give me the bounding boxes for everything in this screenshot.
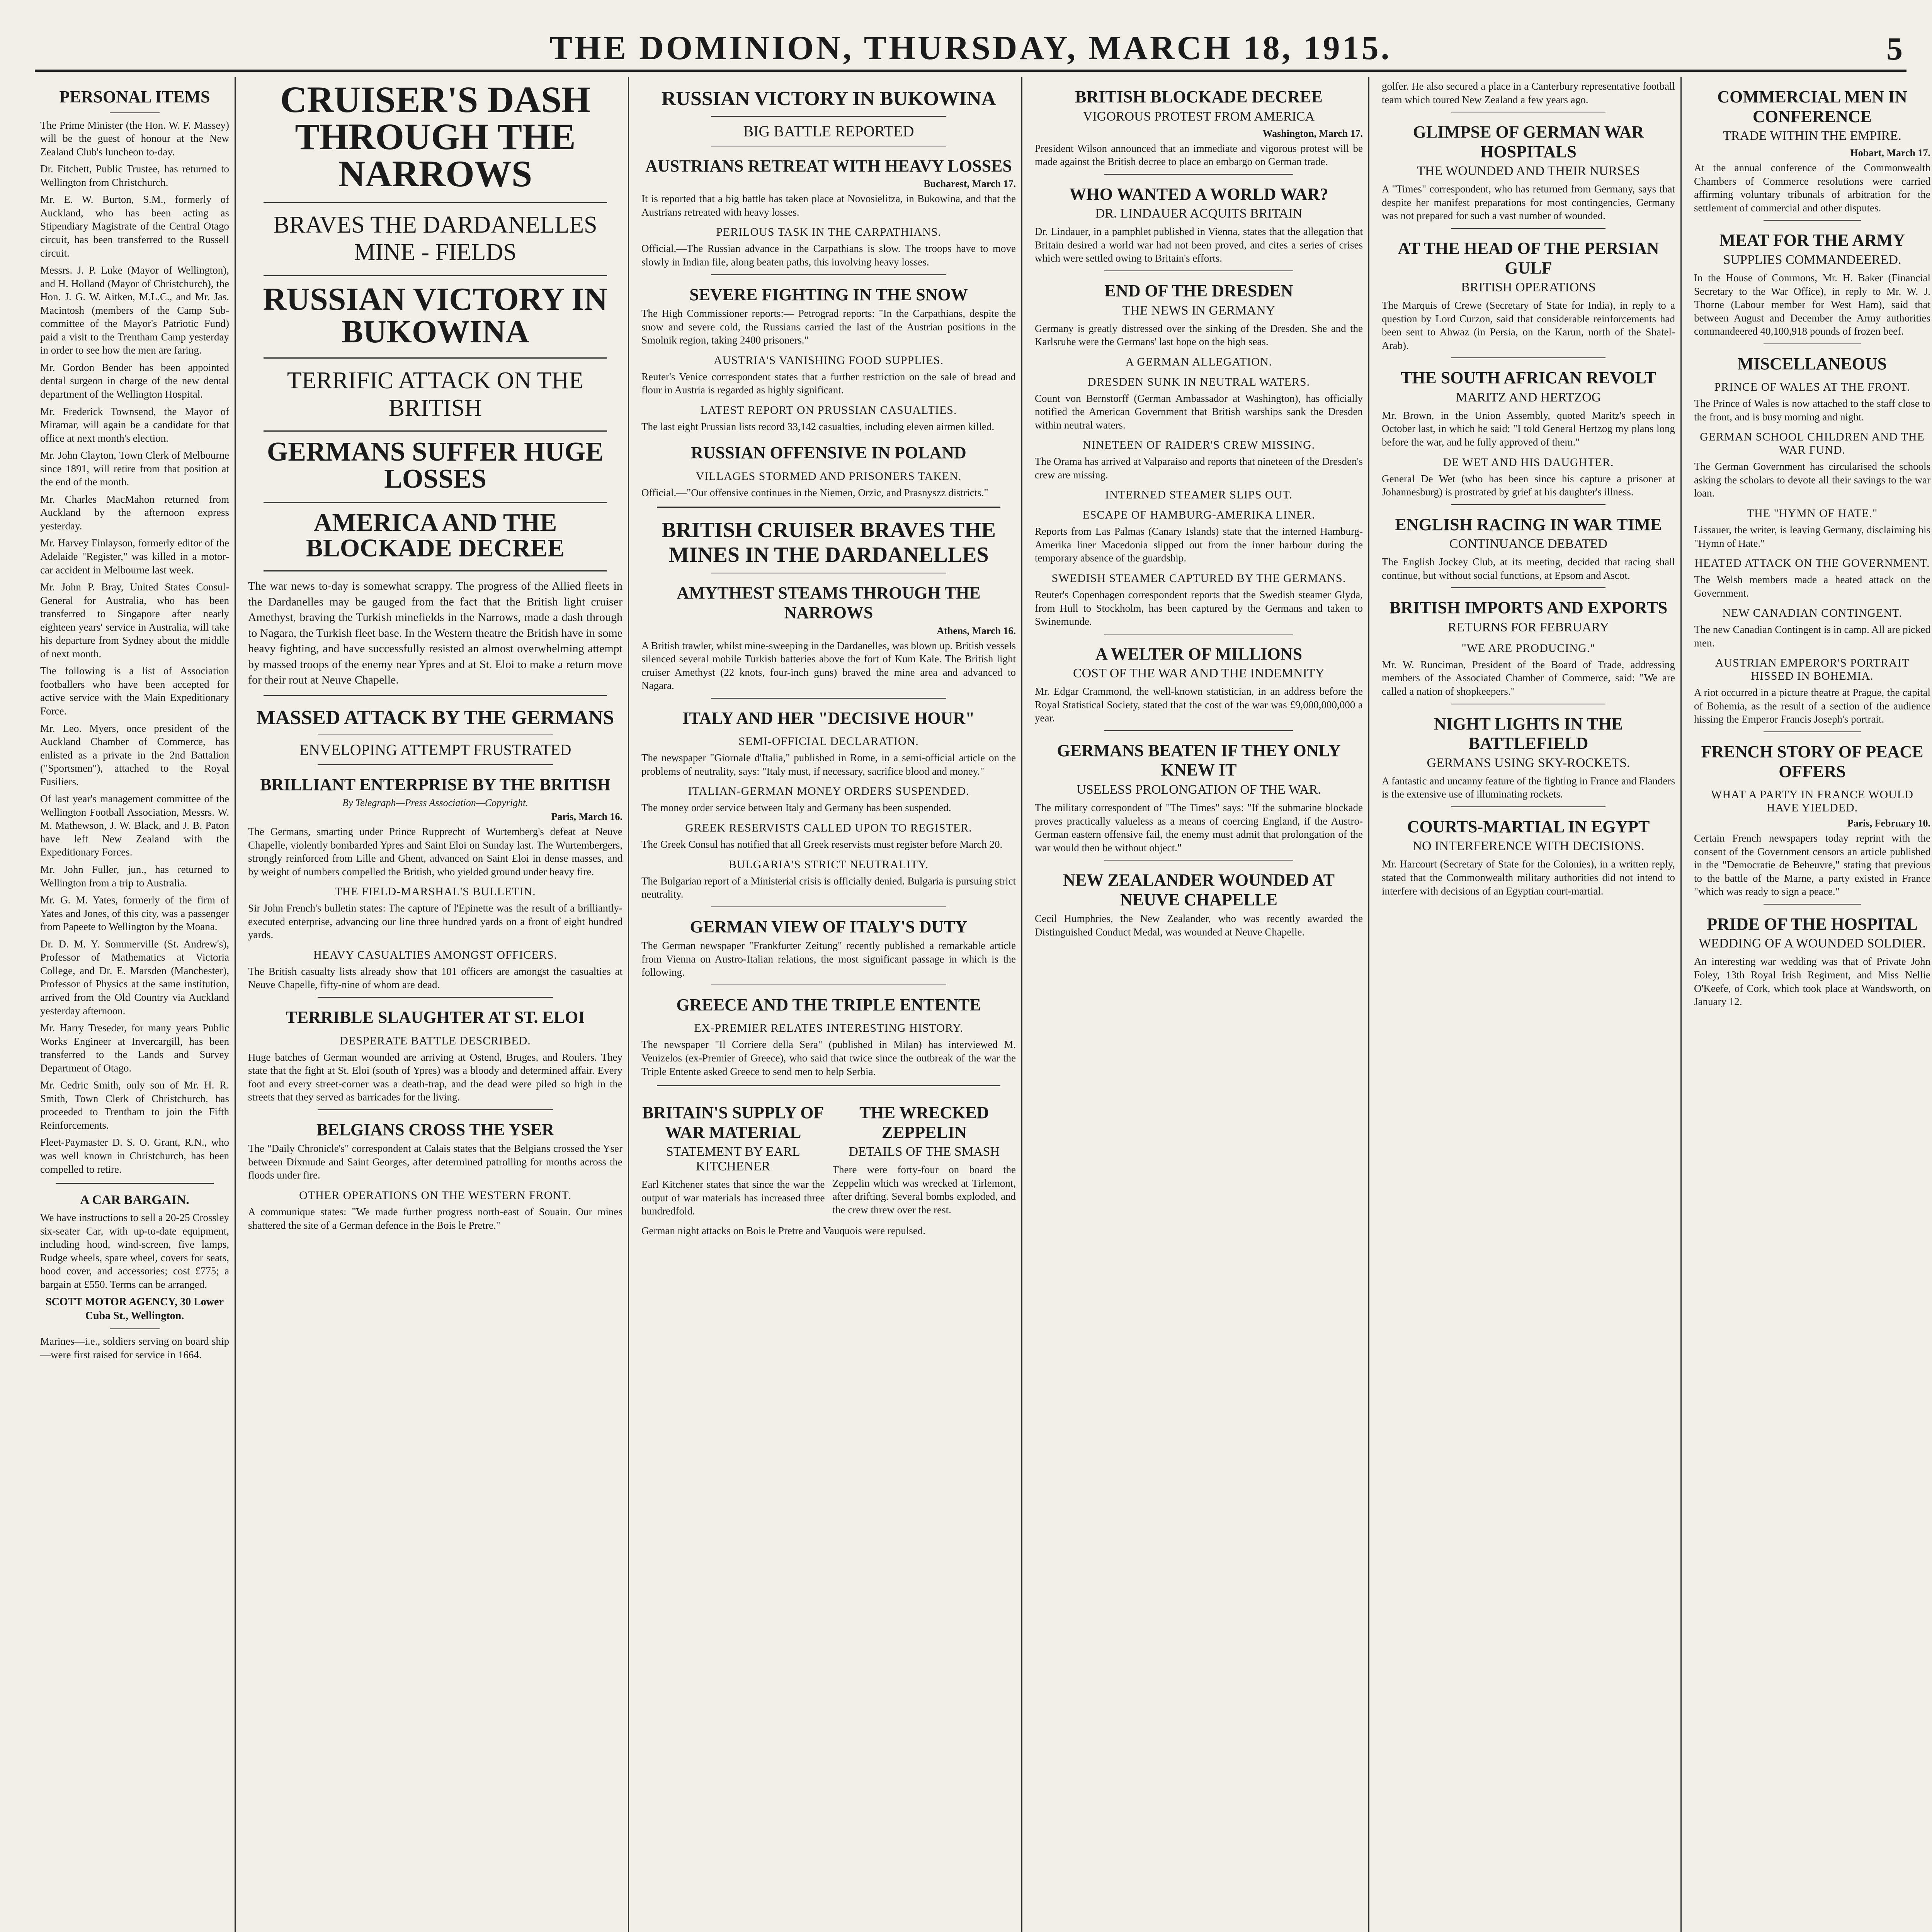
section-heading: INTERNED STEAMER SLIPS OUT. <box>1105 488 1293 502</box>
section-heading: SWEDISH STEAMER CAPTURED BY THE GERMANS. <box>1051 571 1346 585</box>
divider <box>657 507 1000 508</box>
article-text: Reuter's Venice correspondent states that a further restriction on the sale of bread and flour in Austria is regarded as highly significant. <box>641 371 1016 396</box>
article-text: Lissauer, the writer, is leaving Germany, disclaiming his "Hymn of Hate." <box>1694 524 1930 549</box>
section-heading: DRESDEN SUNK IN NEUTRAL WATERS. <box>1087 375 1310 388</box>
headline-beaten: GERMANS BEATEN IF THEY ONLY KNEW IT <box>1057 741 1341 780</box>
divider <box>264 275 607 276</box>
personal-items-heading: PERSONAL ITEMS <box>59 87 210 106</box>
section-heading: NEW CANADIAN CONTINGENT. <box>1722 607 1902 620</box>
subhead-cost: COST OF THE WAR AND THE INDEMNITY <box>1073 666 1325 681</box>
subhead-lindauer: DR. LINDAUER ACQUITS BRITAIN <box>1095 206 1303 221</box>
personal-item: Mr. John Clayton, Town Clerk of Melbourne since 1891, will retire from that position at the end of the month. <box>40 449 229 488</box>
divider <box>1104 270 1293 271</box>
subhead-attack: TERRIFIC ATTACK ON THE BRITISH <box>287 367 584 421</box>
subhead-maritz: MARITZ AND HERTZOG <box>1456 390 1601 405</box>
personal-item: Dr. Fitchett, Public Trustee, has returned to Wellington from Christchurch. <box>40 163 229 188</box>
subhead-operations: BRITISH OPERATIONS <box>1461 280 1596 295</box>
article-text: Earl Kitchener states that since the war the output of war materials has increased three hundredfold. <box>641 1179 825 1217</box>
personal-item: Mr. Harvey Finlayson, formerly editor of the Adelaide "Register," was killed in a motor-car accident in Melbourne last week. <box>40 537 229 576</box>
headline-sa-revolt: THE SOUTH AFRICAN REVOLT <box>1400 368 1656 388</box>
subhead-enveloping: ENVELOPING ATTEMPT FRUSTRATED <box>299 741 571 759</box>
subhead-big-battle: BIG BATTLE REPORTED <box>743 122 914 140</box>
divider <box>1104 174 1293 175</box>
section-heading: OTHER OPERATIONS ON THE WESTERN FRONT. <box>299 1189 571 1202</box>
headline-imports: BRITISH IMPORTS AND EXPORTS <box>1389 598 1668 617</box>
headline-world-war: WHO WANTED A WORLD WAR? <box>1069 184 1328 204</box>
headline-cruiser-mines: BRITISH CRUISER BRAVES THE MINES IN THE DARDANELLES <box>662 518 996 567</box>
ad-text: We have instructions to sell a 20-25 Crossley six-seater Car, with up-to-date equipment, including hood, wind-screen, five lamps, Rudge wheels, spare wheel, covers for seats, hood cover, and accessories; cost £775; a bargain at £550. Terms can be arranged. <box>40 1212 229 1290</box>
article-text: The "Daily Chronicle's" correspondent at Calais states that the Belgians crossed the Yser between Dixmude and Saint Georges, after determined patrolling for months across the floods under fire. <box>248 1143 622 1181</box>
personal-item: The following is a list of Association footballers who have been accepted for active service with the Main Expeditionary Force. <box>40 665 229 717</box>
personal-item: Mr. Leo. Myers, once president of the Auckland Chamber of Commerce, has enlisted as a private in the 2nd Battalion ("Sportsmen"), attached to the Royal Fusiliers. <box>40 722 229 787</box>
headline-meat: MEAT FOR THE ARMY <box>1719 231 1905 250</box>
column-commercial <box>1689 77 1932 1932</box>
headline-racing: ENGLISH RACING IN WAR TIME <box>1395 515 1662 534</box>
article-text: An interesting war wedding was that of Private John Foley, 13th Royal Irish Regiment, and Miss Nellie O'Keefe, of Cork, which took place at Wandsworth, on January 12. <box>1694 956 1930 1008</box>
section-heading: EX-PREMIER RELATES INTERESTING HISTORY. <box>694 1022 963 1035</box>
subhead-news-germany: THE NEWS IN GERMANY <box>1122 303 1276 318</box>
masthead <box>35 27 1906 72</box>
section-heading: SEMI-OFFICIAL DECLARATION. <box>738 735 919 748</box>
section-heading: THE "HYMN OF HATE." <box>1747 507 1878 520</box>
headline-millions: A WELTER OF MILLIONS <box>1095 644 1303 663</box>
article-text: The new Canadian Contingent is in camp. All are picked men. <box>1694 624 1930 649</box>
supply-article <box>641 1093 825 1222</box>
masthead-title: THE DOMINION, THURSDAY, MARCH 18, 1915. <box>549 29 1392 67</box>
article-text: A fantastic and uncanny feature of the fighting in France and Flanders is the extensive use of illuminating rockets. <box>1382 775 1675 800</box>
column-war-summary <box>243 77 629 1932</box>
personal-item: Mr. G. M. Yates, formerly of the firm of Yates and Jones, of this city, was a passenger from Papeete to Wellington by the Moana. <box>40 894 229 933</box>
headline-severe-fighting: SEVERE FIGHTING IN THE SNOW <box>689 285 968 304</box>
section-heading: THE FIELD-MARSHAL'S BULLETIN. <box>335 885 536 898</box>
headline-dresden: END OF THE DRESDEN <box>1104 281 1293 300</box>
headline-greece: GREECE AND THE TRIPLE ENTENTE <box>676 995 981 1014</box>
section-heading: AUSTRIAN EMPEROR'S PORTRAIT HISSED IN BOHEMIA. <box>1715 656 1910 683</box>
personal-item: Mr. Gordon Bender has been appointed dental surgeon in charge of the new dental department of the Wellington Hospital. <box>40 361 229 400</box>
personal-item: Of last year's management committee of the Wellington Football Association, Messrs. W. M. Mathewson, J. W. Black, and J. B. Paton have left New Zealand with the Expeditionary Forces. <box>40 793 229 858</box>
headline-russian-victory: RUSSIAN VICTORY IN BUKOWINA <box>661 88 996 110</box>
article-text: Cecil Humphries, the New Zealander, who was recently awarded the Distinguished Conduct Medal, was wounded at Neuve Chapelle. <box>1035 913 1363 938</box>
headline-blockade-decree: BRITISH BLOCKADE DECREE <box>1075 87 1323 106</box>
subhead-kitchener: STATEMENT BY EARL KITCHENER <box>666 1145 800 1174</box>
ad-title: A CAR BARGAIN. <box>80 1193 189 1208</box>
headline-slaughter: TERRIBLE SLAUGHTER AT ST. ELOI <box>286 1008 585 1027</box>
subhead-wedding: WEDDING OF A WOUNDED SOLDIER. <box>1699 936 1926 951</box>
article-text: golfer. He also secured a place in a Canterbury representative football team which toured New Zealand a few years ago. <box>1382 80 1675 105</box>
article-text: The German Government has circularised the schools asking the scholars to devote all their savings to the war loan. <box>1694 461 1930 499</box>
divider <box>264 202 607 203</box>
personal-items-list <box>40 119 229 1176</box>
subhead-useless: USELESS PROLONGATION OF THE WAR. <box>1077 782 1321 797</box>
column-personal <box>35 77 236 1932</box>
divider <box>264 570 607 571</box>
car-advertisement <box>40 1192 229 1323</box>
article-text: Huge batches of German wounded are arriving at Ostend, Bruges, and Roulers. They state that the fight at St. Eloi (south of Ypres) was a bloody and determined affair. Every foot and every street-corner was a death-trap, and the dead were piled so high in the streets that they served as barricades for the living. <box>248 1051 622 1103</box>
zeppelin-article <box>833 1093 1016 1222</box>
headline-poland: RUSSIAN OFFENSIVE IN POLAND <box>691 443 966 463</box>
subhead-austrians: AUSTRIANS RETREAT WITH HEAVY LOSSES <box>645 156 1012 175</box>
personal-item: Messrs. J. P. Luke (Mayor of Wellington), and H. Holland (Mayor of Christchurch), the Hon. J. G. W. Aitken, M.L.C., and Mr. Jas. Macintosh (members of the Camp Sub-committee of the Mayor's Patriotic Fund) paid a visit to the Trentham Camp yesterday in order to see how the men are faring. <box>40 264 229 356</box>
article-text: General De Wet (who has been since his capture a prisoner at Johannesburg) is prostrated by grief at his daughter's illness. <box>1382 473 1675 498</box>
byline: By Telegraph—Press Association—Copyright. <box>342 797 528 809</box>
divider <box>711 116 946 117</box>
article-text: A communique states: "We made further progress north-east of Souain. Our mines shattered the site of a German defence in the Bois le Pretre." <box>248 1206 622 1231</box>
article-text: In the House of Commons, Mr. H. Baker (Financial Secretary to the War Office), in reply to Mr. W. J. Thorne (Labour member for West Ham), said that between August and December the Army authorities commandeered 40,100,918 pounds of frozen beef. <box>1694 272 1930 337</box>
divider <box>318 764 553 765</box>
section-heading: NINETEEN OF RAIDER'S CREW MISSING. <box>1082 439 1315 452</box>
article-text: The Germans, smarting under Prince Rupprecht of Wurtemberg's defeat at Neuve Chapelle, violently bombarded Ypres and Saint Eloi on Sunday last. The Wurtembergers, strongly reinforced from Lille and Ghent, advanced on Saint Eloi in dense masses, and by weight of numbers compelled the British, who yielded ground under heavy fire. <box>248 826 622 878</box>
dateline: Paris, February 10. <box>1847 818 1930 829</box>
article-text: The money order service between Italy and Germany has been suspended. <box>641 802 951 814</box>
subhead-returns: RETURNS FOR FEBRUARY <box>1447 620 1609 634</box>
headline-pride-hospital: PRIDE OF THE HOSPITAL <box>1707 914 1918 934</box>
divider <box>110 1328 160 1329</box>
column-blockade <box>1029 77 1369 1932</box>
dateline: Washington, March 17. <box>1262 128 1363 139</box>
divider <box>711 274 946 275</box>
article-text: Official.—"Our offensive continues in the Niemen, Orzic, and Prasnyszz districts." <box>641 487 988 499</box>
divider <box>1104 730 1293 731</box>
headline-italy: ITALY AND HER "DECISIVE HOUR" <box>682 708 975 728</box>
personal-item: Mr. Frederick Townsend, the Mayor of Miramar, will again be a candidate for that office at next month's election. <box>40 405 229 444</box>
subhead-dardanelles: BRAVES THE DARDANELLES MINE - FIELDS <box>273 212 597 266</box>
article-text: Count von Bernstorff (German Ambassador at Washington), has officially notified the American Government that British warships sank the Dresden within neutral waters. <box>1035 392 1363 431</box>
headline-persian-gulf: AT THE HEAD OF THE PERSIAN GULF <box>1398 238 1659 277</box>
article-text: President Wilson announced that an immediate and vigorous protest will be made against the British decree to place an embargo on German trade. <box>1035 142 1363 168</box>
personal-item: Mr. Harry Treseder, for many years Public Works Engineer at Invercargill, has been transferred to the Lands and Survey Department of Otago. <box>40 1022 229 1074</box>
article-text: A British trawler, whilst mine-sweeping in the Dardanelles, was blown up. British vessels silenced several mobile Turkish batteries above the fort of Kum Kale. The British light cruiser Amethyst (22 knots, four-inch guns) braved the mine area and advanced to Nagara. <box>641 639 1016 692</box>
dateline: Paris, March 16. <box>551 811 622 823</box>
article-text: A "Times" correspondent, who has returned from Germany, says that despite her manifest preparations for most contingencies, Germany was not prepared for such a vast number of wounded. <box>1382 183 1675 222</box>
section-heading: HEATED ATTACK ON THE GOVERNMENT. <box>1694 557 1930 570</box>
divider <box>264 357 607 359</box>
divider <box>657 1085 1000 1086</box>
divider <box>318 1109 553 1110</box>
section-heading: WHAT A PARTY IN FRANCE WOULD HAVE YIELDED. <box>1711 788 1913 815</box>
section-heading: LATEST REPORT ON PRUSSIAN CASUALTIES. <box>700 403 957 417</box>
subhead-commandeered: SUPPLIES COMMANDEERED. <box>1723 252 1901 267</box>
article-text: The military correspondent of "The Times" says: "If the submarine blockade proves practically valueless as a means of coercing England, if the Austro-German eastern offensive fail, the enemy must admit that prolongation of the war would then be without object." <box>1035 802 1363 854</box>
article-text: Sir John French's bulletin states: The capture of l'Epinette was the result of a brilliantly-executed enterprise, advancing our line three hundred yards on a front of eight hundred yards. <box>248 902 622 941</box>
article-text: There were forty-four on board the Zeppelin which was wrecked at Tirlemont, after drifting. Several bombs exploded, and the crew threw over the rest. <box>832 1164 1016 1216</box>
personal-item: Mr. Charles MacMahon returned from Auckland by the afternoon express yesterday. <box>40 493 229 532</box>
article-text: The Marquis of Crewe (Secretary of State for India), in reply to a question by Lord Curzon, said that considerable reinforcements had been sent to Ahwaz (in Persia, on the Karun, north of the Shatel-Arab). <box>1382 299 1675 351</box>
subhead-debated: CONTINUANCE DEBATED <box>1449 537 1607 551</box>
headline-cruiser: CRUISER'S DASH THROUGH THE NARROWS <box>280 79 590 194</box>
personal-item: The Prime Minister (the Hon. W. F. Massey) will be the guest of honour at the New Zealand Club's luncheon to-day. <box>40 119 229 158</box>
divider <box>56 1183 214 1184</box>
article-text: It is reported that a big battle has taken place at Novosielitza, in Bukowina, and that the Austrians retreated with heavy losses. <box>641 193 1016 218</box>
article-text: Reports from Las Palmas (Canary Islands) state that the interned Hamburg-Amerika liner Macedonia slipped out from the inner harbour during the temporary absence of the guardship. <box>1035 526 1363 564</box>
article-text: The Greek Consul has notified that all Greek reservists must register before March 20. <box>641 838 1003 850</box>
divider <box>1104 860 1293 861</box>
headline-losses: GERMANS SUFFER HUGE LOSSES <box>267 437 604 494</box>
divider <box>1764 731 1861 732</box>
headline-courts-martial: COURTS-MARTIAL IN EGYPT <box>1407 817 1650 836</box>
subhead-brilliant: BRILLIANT ENTERPRISE BY THE BRITISH <box>260 775 611 794</box>
section-heading: DE WET AND HIS DAUGHTER. <box>1443 456 1614 469</box>
article-text: The English Jockey Club, at its meeting, decided that racing shall continue, but without social functions, at Epsom and Ascot. <box>1382 556 1675 581</box>
divider <box>110 112 160 113</box>
dateline: Bucharest, March 17. <box>923 178 1016 190</box>
dateline: Athens, March 16. <box>937 625 1016 636</box>
divider <box>1764 904 1861 905</box>
section-heading: VILLAGES STORMED AND PRISONERS TAKEN. <box>696 470 962 483</box>
article-text: Mr. W. Runciman, President of the Board of Trade, addressing members of the Associated Chamber of Commerce, said: "We are called a nation of shopkeepers." <box>1382 658 1675 697</box>
subhead-amethyst: AMYTHEST STEAMS THROUGH THE NARROWS <box>677 583 981 622</box>
personal-item: Dr. D. M. Y. Sommerville (St. Andrew's), Professor of Mathematics at Victoria College, and Dr. E. Marsden (Manchester), Professor of Physics at the same institution, arrived from the Old Country via Auckland yesterday afternoon. <box>40 938 229 1017</box>
personal-item: Mr. John Fuller, jun., has returned to Wellington from a trip to Australia. <box>40 864 229 889</box>
subhead-smash: DETAILS OF THE SMASH <box>849 1145 1000 1159</box>
article-text: Official.—The Russian advance in the Carpathians is slow. The troops have to move slowly in Indian file, along beaten paths, this involving heavy losses. <box>641 243 1016 268</box>
columns <box>35 77 1930 1932</box>
article-text: The High Commissioner reports:— Petrograd reports: "In the Carpathians, despite the snow and severe cold, the Russians carried the last of the Austrian positions in the Smolnik region, taking 2400 prisoners." <box>641 308 1016 346</box>
section-heading: BULGARIA'S STRICT NEUTRALITY. <box>728 858 929 871</box>
headline-hospitals: GLIMPSE OF GERMAN WAR HOSPITALS <box>1413 122 1644 161</box>
subhead-trade: TRADE WITHIN THE EMPIRE. <box>1723 129 1901 143</box>
article-text: The Welsh members made a heated attack on the Government. <box>1694 574 1930 599</box>
section-heading: "WE ARE PRODUCING." <box>1461 641 1595 655</box>
headline-yser: BELGIANS CROSS THE YSER <box>316 1120 554 1139</box>
divider <box>711 698 946 699</box>
divider <box>264 430 607 432</box>
article-text: The German newspaper "Frankfurter Zeitung" recently published a remarkable article from Vienna on Austro-Italian relations, the most significant passage in which is the following. <box>641 940 1016 978</box>
headline-nz-wounded: NEW ZEALANDER WOUNDED AT NEUVE CHAPELLE <box>1063 871 1335 909</box>
divider <box>1451 587 1605 588</box>
section-heading: HEAVY CASUALTIES AMONGST OFFICERS. <box>313 948 557 961</box>
article-text: The Bulgarian report of a Ministerial crisis is officially denied. Bulgaria is pursuing strict neutrality. <box>641 875 1016 900</box>
headline-commercial: COMMERCIAL MEN IN CONFERENCE <box>1717 87 1907 126</box>
divider <box>1451 806 1605 807</box>
ad-seller: SCOTT MOTOR AGENCY, 30 Lower Cuba St., Wellington. <box>46 1296 224 1322</box>
article-text: The newspaper "Giornale d'Italia," published in Rome, in a semi-official article on the problems of neutrality, says: "Italy must, if necessary, sacrifice blood and money." <box>641 752 1016 777</box>
article-text: Certain French newspapers today reprint with the consent of the Government censors an article published in the "Democratie de Beheuvre," stating that previous to the battle of the Marne, a party existed in France "which was ready to sign a peace." <box>1694 832 1930 898</box>
section-heading: GERMAN SCHOOL CHILDREN AND THE WAR FUND. <box>1700 430 1925 457</box>
subhead-protest: VIGOROUS PROTEST FROM AMERICA <box>1083 109 1315 124</box>
column-eastern-front <box>636 77 1022 1932</box>
article-text: The British casualty lists already show that 101 officers are amongst the casualties at Neuve Chapelle, fifty-nine of whom are dead. <box>248 965 622 991</box>
article-text: At the annual conference of the Commonwealth Chambers of Commerce resolutions were carried affirming voluntary tribunals of arbitration for the settlement of commercial and other disputes. <box>1694 162 1930 214</box>
article-text: Mr. Edgar Crammond, the well-known statistician, in an address before the Royal Statistical Society, stated that the cost of the war was £9,000,000,000 a year. <box>1035 685 1363 724</box>
footer-note: Marines—i.e., soldiers serving on board ship—were first raised for service in 1664. <box>40 1335 229 1361</box>
article-text: Mr. Harcourt (Secretary of State for the Colonies), in a written reply, stated that the Commonwealth military authorities did not intend to interfere with decisions of an Egyptian court-martial. <box>1382 858 1675 897</box>
bottom-pair <box>641 1093 1016 1222</box>
article-text: Dr. Lindauer, in a pamphlet published in Vienna, states that the allegation that Britain desired a world war had not been proved, and cites a series of crises which were settled owing to Britain's efforts. <box>1035 226 1363 264</box>
headline-supply: BRITAIN'S SUPPLY OF WAR MATERIAL <box>642 1103 824 1142</box>
article-text: Reuter's Copenhagen correspondent reports that the Swedish steamer Glyda, from Hull to Stockholm, has been captured by the Germans and taken to Swinemunde. <box>1035 588 1363 628</box>
headline-bukowina: RUSSIAN VICTORY IN BUKOWINA <box>263 281 608 350</box>
divider <box>1451 504 1605 505</box>
section-heading: ITALIAN-GERMAN MONEY ORDERS SUSPENDED. <box>688 785 969 798</box>
section-heading: PRINCE OF WALES AT THE FRONT. <box>1714 381 1910 394</box>
section-heading: GREEK RESERVISTS CALLED UPON TO REGISTER. <box>685 821 972 834</box>
page-number: 5 <box>1886 31 1903 67</box>
divider <box>318 997 553 998</box>
headline-zeppelin: THE WRECKED ZEPPELIN <box>859 1103 989 1142</box>
divider <box>711 906 946 907</box>
headline-peace-offers: FRENCH STORY OF PEACE OFFERS <box>1701 742 1923 781</box>
headline-massed-attack: MASSED ATTACK BY THE GERMANS <box>256 706 614 729</box>
subhead-nurses: THE WOUNDED AND THEIR NURSES <box>1417 164 1640 179</box>
subhead-sky-rockets: GERMANS USING SKY-ROCKETS. <box>1427 755 1630 770</box>
divider <box>264 695 607 696</box>
lead-article: The war news to-day is somewhat scrappy. The progress of the Allied fleets in the Dardanelles may be gauged from the fact that the British light cruiser Amethyst, braving the Turkish minefields in the Narrows, made a dash through to Nagara, the Turkish fleet base. In the Western theatre the British have in some heavy fighting, and have successfully resisted an almost overwhelming attempt by massed troops of the enemy near Ypres and at St. Eloi to make a return move for their rout at Neuve Chapelle. <box>248 580 622 687</box>
article-text: Mr. Brown, in the Union Assembly, quoted Maritz's speech in October last, in which he said: "I told General Hertzog my plans long before the war, and he fully approved of them." <box>1382 409 1675 448</box>
divider <box>1451 357 1605 358</box>
section-heading: A GERMAN ALLEGATION. <box>1125 355 1272 368</box>
personal-item: Mr. E. W. Burton, S.M., formerly of Auckland, who has been acting as Stipendiary Magistrate of the Central Otago circuit, has been transferred to the Russell circuit. <box>40 194 229 259</box>
article-text: The newspaper "Il Corriere della Sera" (published in Milan) has interviewed M. Venizelos (ex-Premier of Greece), who said that twice since the outbreak of the war the Triple Entente asked Greece to send men to help Serbia. <box>641 1039 1016 1077</box>
divider <box>264 502 607 503</box>
headline-night-lights: NIGHT LIGHTS IN THE BATTLEFIELD <box>1434 714 1623 753</box>
headline-german-view: GERMAN VIEW OF ITALY'S DUTY <box>690 917 968 936</box>
headline-miscellaneous: MISCELLANEOUS <box>1737 354 1887 373</box>
dateline: Hobart, March 17. <box>1850 147 1930 159</box>
subhead-no-interference: NO INTERFERENCE WITH DECISIONS. <box>1412 839 1645 854</box>
divider <box>1764 220 1861 221</box>
personal-item: Fleet-Paymaster D. S. O. Grant, R.N., who was well known in Christchurch, has been compelled to retire. <box>40 1136 229 1175</box>
divider <box>1451 228 1605 229</box>
article-text: The Prince of Wales is now attached to the staff close to the front, and is busy morning and night. <box>1694 398 1930 423</box>
section-heading: DESPERATE BATTLE DESCRIBED. <box>340 1034 531 1047</box>
section-heading: AUSTRIA'S VANISHING FOOD SUPPLIES. <box>713 354 944 367</box>
article-text: Germany is greatly distressed over the sinking of the Dresden. She and the Karlsruhe were the Germans' last hope on the high seas. <box>1035 322 1363 348</box>
article-text: The Orama has arrived at Valparaiso and reports that nineteen of the Dresden's crew are missing. <box>1035 456 1363 481</box>
personal-item: Mr. Cedric Smith, only son of Mr. H. R. Smith, Town Clerk of Christchurch, has proceeded to Trentham to join the Fifth Reinforcements. <box>40 1079 229 1131</box>
section-heading: ESCAPE OF HAMBURG-AMERIKA LINER. <box>1082 509 1315 522</box>
article-text: The last eight Prussian lists record 33,142 casualties, including eleven airmen killed. <box>641 420 995 432</box>
article-text: A riot occurred in a picture theatre at Prague, the capital of Bohemia, as the result of a section of the audience hissing the Emperor Francis Joseph's portrait. <box>1694 687 1930 725</box>
column-hospitals <box>1376 77 1682 1932</box>
headline-blockade: AMERICA AND THE BLOCKADE DECREE <box>306 509 565 563</box>
footer-note: German night attacks on Bois le Pretre and Vauquois were repulsed. <box>641 1225 926 1236</box>
personal-item: Mr. John P. Bray, United States Consul-General for Australia, who has been transferred to Singapore after nearly eighteen years' service in Australia, will take his departure from Sydney about the middle of next month. <box>40 581 229 660</box>
section-heading: PERILOUS TASK IN THE CARPATHIANS. <box>716 226 941 239</box>
